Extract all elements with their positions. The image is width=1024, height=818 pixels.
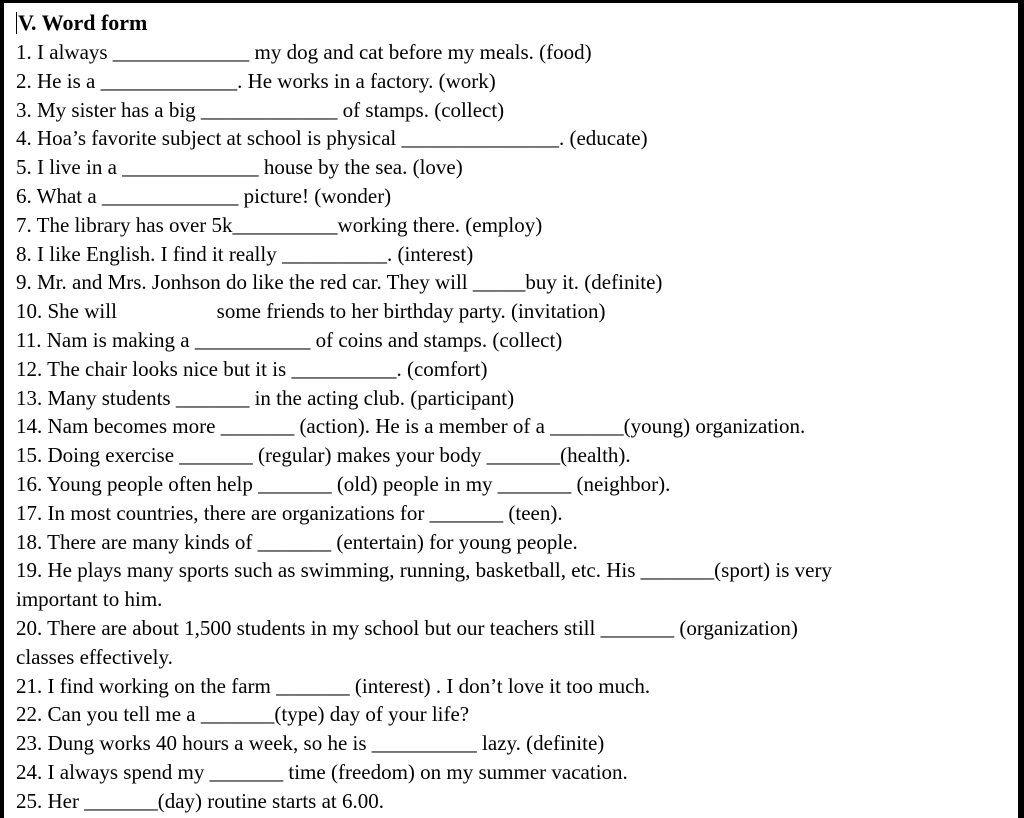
worksheet-content (16, 8, 1012, 816)
exercise-item-22: 22. Can you tell me a _______(type) day of your life? (16, 702, 470, 727)
exercise-item-25: 25. Her _______(day) routine starts at 6.00. (16, 788, 385, 813)
exercise-item-5: 5. I live in a _____________ house by the sea. (love) (16, 155, 463, 180)
exercise-item-11: 11. Nam is making a ___________ of coins and stamps. (collect) (16, 327, 563, 352)
exercise-item-24: 24. I always spend my _______ time (freedom) on my summer vacation. (16, 759, 628, 784)
exercise-item-19: 19. He plays many sports such as swimming, running, basketball, etc. His _______(sport) is very (16, 558, 832, 583)
exercise-item-14: 14. Nam becomes more _______ (action). He is a member of a _______(young) organization. (16, 414, 806, 439)
exercise-item-8: 8. I like English. I find it really __________. (interest) (16, 241, 474, 266)
exercise-item-23: 23. Dung works 40 hours a week, so he is __________ lazy. (definite) (16, 731, 605, 756)
exercise-item-9: 9. Mr. and Mrs. Jonhson do like the red car. They will _____buy it. (definite) (16, 270, 663, 295)
exercise-item-21: 21. I find working on the farm _______ (interest) . I don’t love it too much. (16, 673, 651, 698)
exercise-item-20-continued: classes effectively. (16, 644, 173, 669)
exercise-item-3: 3. My sister has a big _____________ of stamps. (collect) (16, 97, 505, 122)
frame-top-border (0, 0, 1024, 3)
exercise-item-6: 6. What a _____________ picture! (wonder) (16, 183, 392, 208)
exercise-item-19-continued: important to him. (16, 587, 163, 612)
exercise-item-7: 7. The library has over 5k__________working there. (employ) (16, 212, 543, 237)
frame-left-border (0, 0, 4, 818)
text-cursor (16, 12, 17, 34)
exercise-item-2: 2. He is a _____________. He works in a factory. (work) (16, 68, 496, 93)
exercise-item-15: 15. Doing exercise _______ (regular) makes your body _______(health). (16, 443, 631, 468)
exercise-item-17: 17. In most countries, there are organizations for _______ (teen). (16, 500, 563, 525)
section-title-text: V. Word form (18, 10, 148, 35)
frame-right-border (1018, 0, 1024, 818)
exercise-item-13: 13. Many students _______ in the acting club. (participant) (16, 385, 515, 410)
exercise-item-18: 18. There are many kinds of _______ (entertain) for young people. (16, 529, 578, 554)
exercise-item-10: 10. She will some friends to her birthday party. (invitation) (16, 299, 606, 324)
exercise-item-16: 16. Young people often help _______ (old) people in my _______ (neighbor). (16, 471, 671, 496)
section-title (16, 8, 1012, 38)
exercise-item-4: 4. Hoa’s favorite subject at school is physical _______________. (educate) (16, 126, 648, 151)
exercise-item-12: 12. The chair looks nice but it is __________. (comfort) (16, 356, 488, 381)
exercise-item-20: 20. There are about 1,500 students in my school but our teachers still _______ (organization) (16, 615, 798, 640)
exercise-item-1: 1. I always _____________ my dog and cat before my meals. (food) (16, 40, 592, 64)
